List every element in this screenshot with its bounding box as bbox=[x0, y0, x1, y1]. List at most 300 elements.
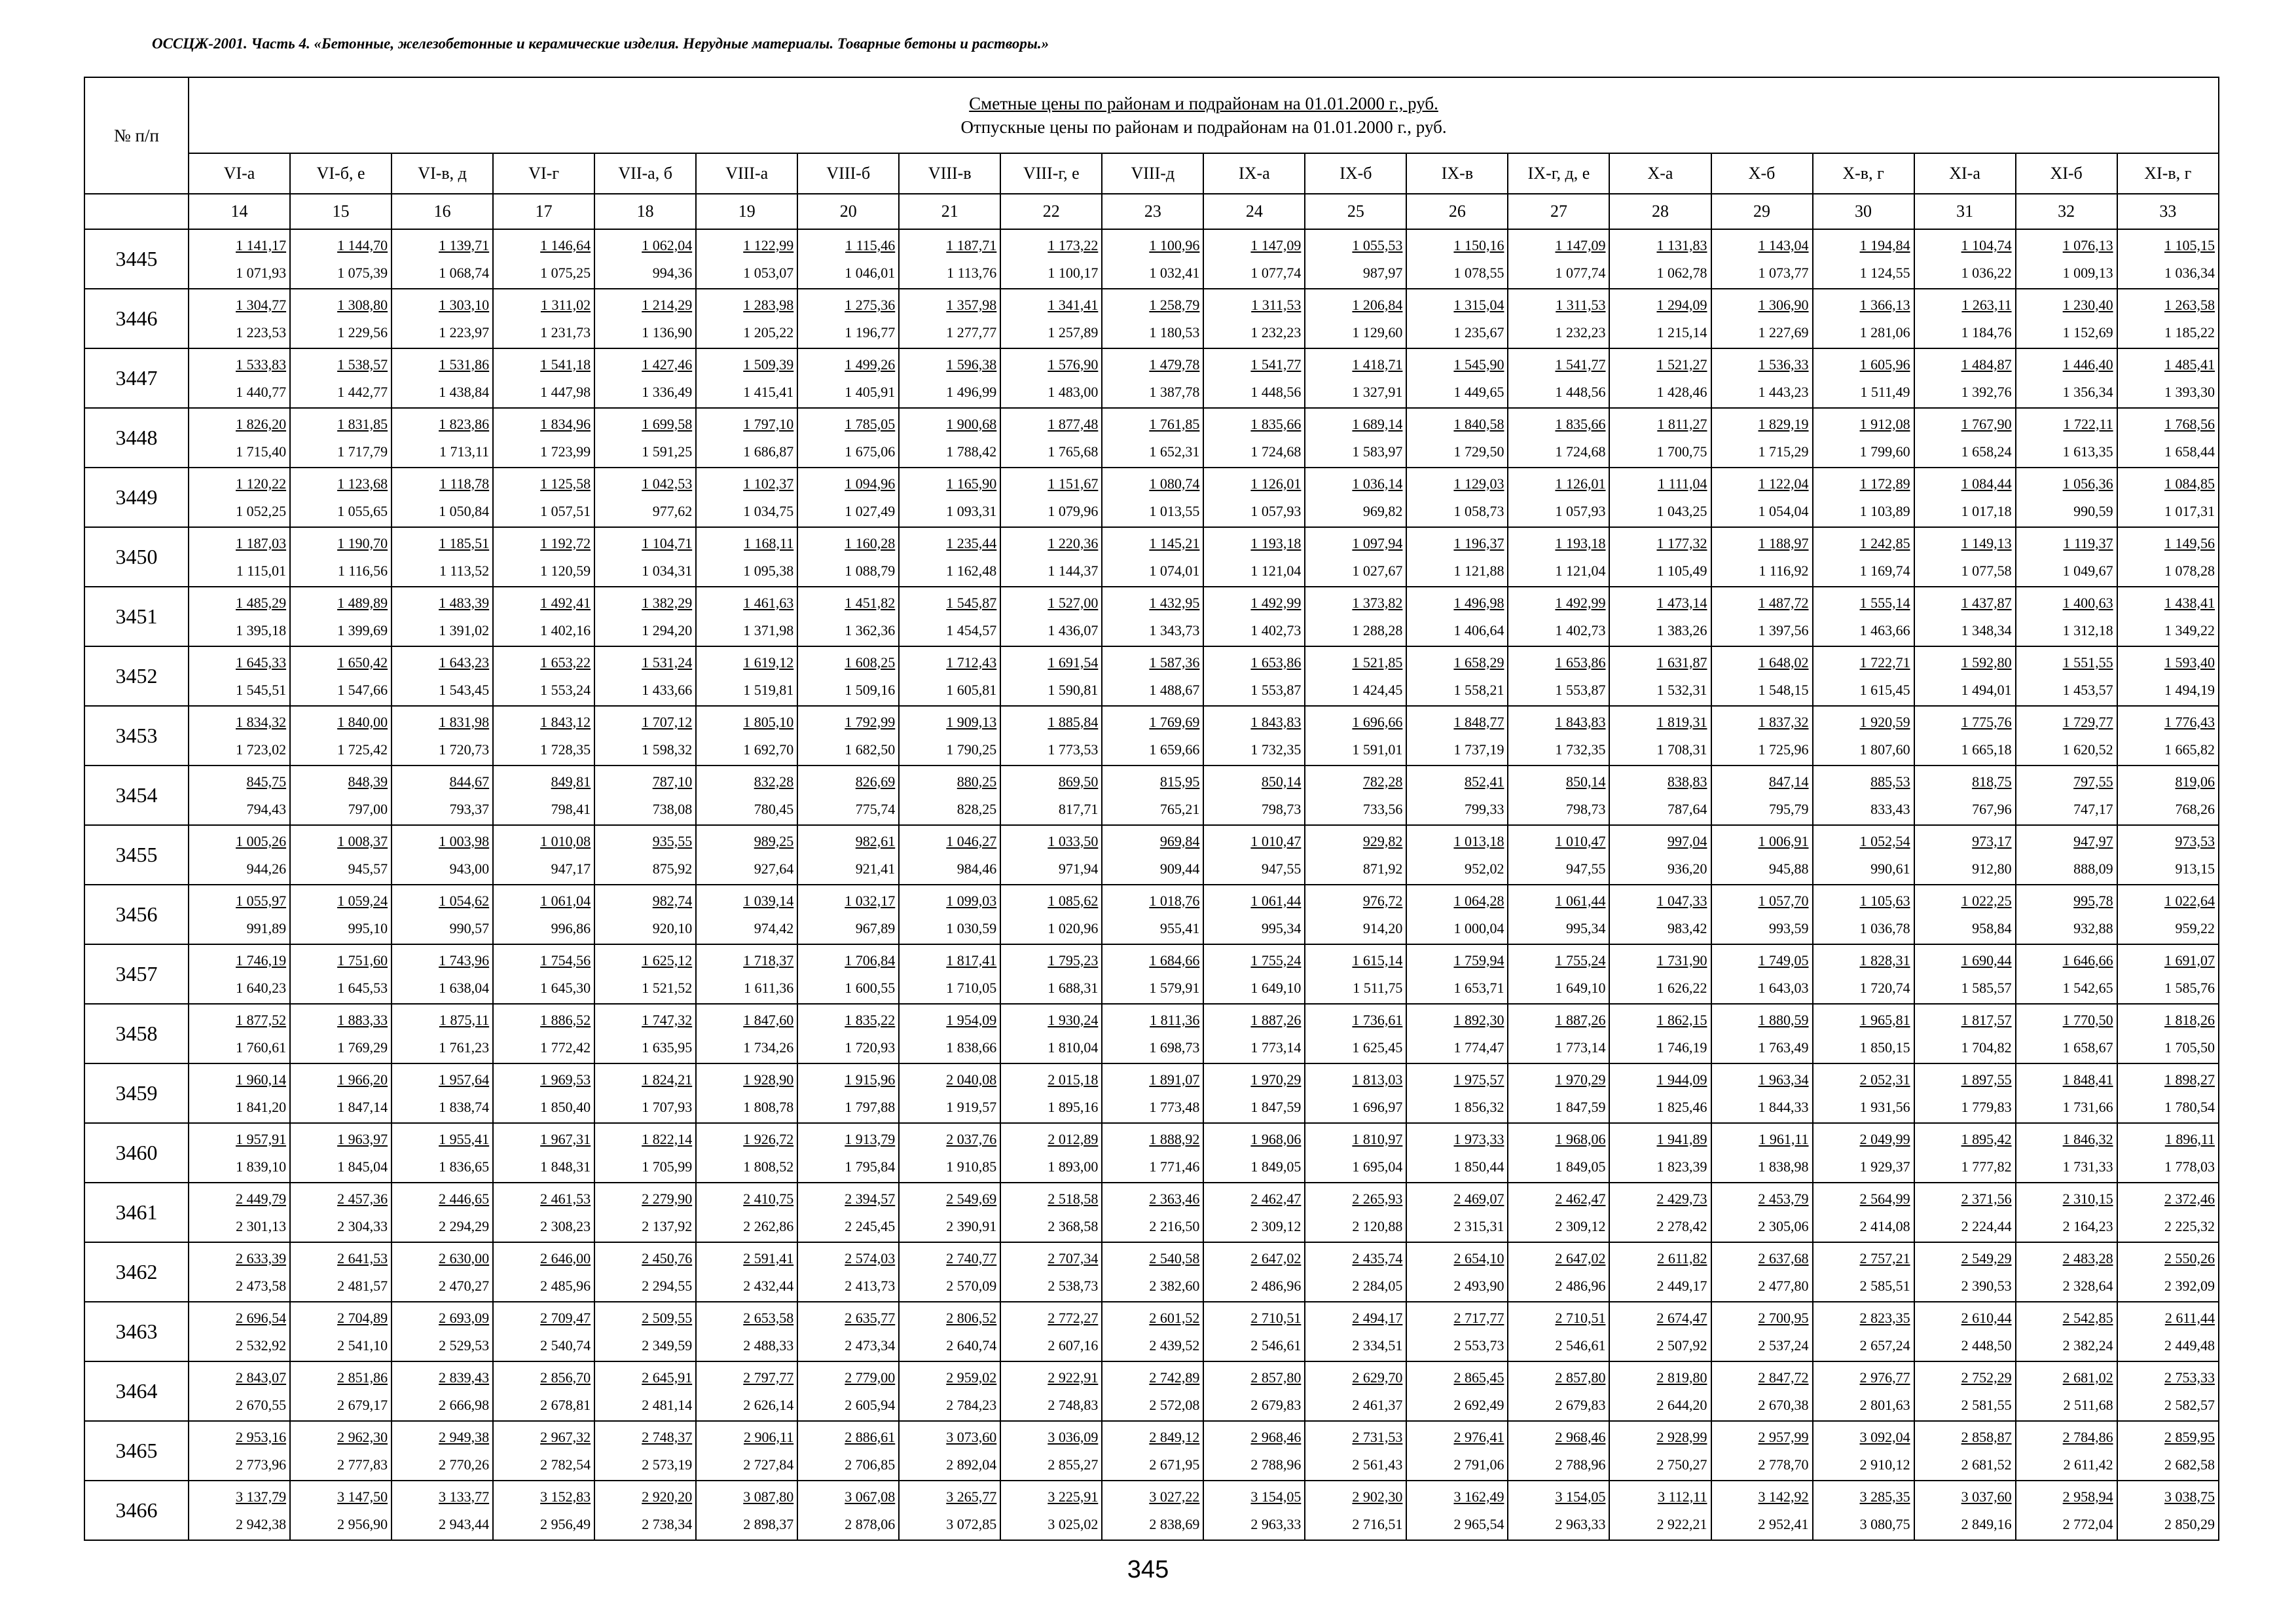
release-price: 1 605,81 bbox=[946, 681, 997, 698]
estimate-price: 1 587,36 bbox=[1149, 654, 1200, 671]
release-price: 833,43 bbox=[1870, 800, 1910, 817]
price-cell bbox=[1305, 587, 1406, 646]
release-price: 995,34 bbox=[1565, 919, 1606, 936]
release-price: 875,92 bbox=[652, 860, 693, 877]
release-price: 1 391,02 bbox=[439, 621, 490, 638]
estimate-price: 2 819,80 bbox=[1656, 1369, 1707, 1386]
price-cell bbox=[1305, 1242, 1406, 1302]
price-cell bbox=[2117, 468, 2219, 527]
price-cell bbox=[1609, 885, 1711, 944]
price-cell bbox=[1102, 706, 1203, 766]
estimate-price: 1 551,55 bbox=[2062, 654, 2113, 671]
release-price: 1 553,87 bbox=[1250, 681, 1302, 698]
price-cell bbox=[1102, 1302, 1203, 1361]
estimate-price: 1 400,63 bbox=[2062, 594, 2113, 611]
estimate-prices-title: Сметные цены по районам и подрайонам на 01.01.2000 г., руб. bbox=[969, 94, 1438, 113]
price-cell bbox=[1203, 1302, 1305, 1361]
estimate-price: 1 006,91 bbox=[1758, 832, 1809, 849]
price-cell bbox=[1406, 944, 1508, 1004]
estimate-price: 2 976,77 bbox=[1859, 1369, 1910, 1386]
price-cell bbox=[392, 766, 493, 825]
estimate-price: 976,72 bbox=[1362, 892, 1403, 909]
release-price: 1 919,57 bbox=[946, 1098, 997, 1115]
price-cell bbox=[1305, 1302, 1406, 1361]
release-price: 1 402,16 bbox=[540, 621, 591, 638]
release-price: 1 707,93 bbox=[642, 1098, 693, 1115]
estimate-price: 838,83 bbox=[1667, 773, 1707, 790]
price-cell bbox=[2016, 1123, 2117, 1183]
release-price: 1 620,52 bbox=[2062, 741, 2113, 758]
estimate-price: 1 111,04 bbox=[1658, 475, 1707, 492]
column-number: 23 bbox=[1102, 194, 1203, 229]
estimate-price: 2 784,86 bbox=[2062, 1428, 2113, 1445]
price-cell bbox=[1406, 1481, 1508, 1540]
release-price: 984,46 bbox=[957, 860, 997, 877]
release-price: 871,92 bbox=[1362, 860, 1403, 877]
estimate-price: 2 450,76 bbox=[642, 1249, 693, 1266]
release-price: 1 027,49 bbox=[845, 502, 896, 519]
price-cell bbox=[1914, 1421, 2016, 1481]
price-cell bbox=[290, 408, 392, 468]
price-cell bbox=[2117, 1063, 2219, 1123]
row-number: 3459 bbox=[84, 1063, 189, 1123]
region-header-row bbox=[84, 153, 2219, 194]
estimate-price: 1 955,41 bbox=[439, 1130, 490, 1147]
price-cell bbox=[2016, 1421, 2117, 1481]
estimate-price: 1 104,74 bbox=[1961, 236, 2012, 253]
estimate-price: 1 684,66 bbox=[1149, 951, 1200, 969]
price-cell bbox=[1203, 706, 1305, 766]
estimate-price: 885,53 bbox=[1870, 773, 1910, 790]
estimate-price: 1 843,83 bbox=[1555, 713, 1606, 730]
price-cell bbox=[2117, 944, 2219, 1004]
estimate-price: 1 527,00 bbox=[1048, 594, 1099, 611]
release-price: 1 116,56 bbox=[337, 562, 388, 579]
release-price: 1 257,89 bbox=[1048, 323, 1099, 341]
price-cell bbox=[493, 289, 594, 348]
estimate-price: 1 010,47 bbox=[1555, 832, 1606, 849]
release-price: 2 368,58 bbox=[1048, 1217, 1099, 1234]
release-price: 1 402,73 bbox=[1250, 621, 1302, 638]
release-price: 2 486,96 bbox=[1250, 1277, 1302, 1294]
region-header: X-б bbox=[1711, 153, 1813, 194]
estimate-price: 1 963,97 bbox=[337, 1130, 388, 1147]
price-cell bbox=[1203, 944, 1305, 1004]
release-price: 1 075,39 bbox=[337, 264, 388, 281]
estimate-price: 1 897,55 bbox=[1961, 1071, 2012, 1088]
estimate-price: 1 084,85 bbox=[2164, 475, 2215, 492]
price-cell bbox=[1711, 885, 1813, 944]
price-cell bbox=[594, 527, 696, 587]
price-cell bbox=[797, 1183, 899, 1242]
release-price: 1 077,74 bbox=[1250, 264, 1302, 281]
price-cell bbox=[189, 1421, 290, 1481]
release-price: 1 000,04 bbox=[1453, 919, 1504, 936]
release-price: 1 393,30 bbox=[2164, 383, 2215, 400]
release-price: 1 036,78 bbox=[1859, 919, 1910, 936]
estimate-price: 2 731,53 bbox=[1352, 1428, 1403, 1445]
price-cell bbox=[1508, 944, 1609, 1004]
price-cell bbox=[1711, 646, 1813, 706]
estimate-price: 1 076,13 bbox=[2062, 236, 2113, 253]
release-price: 1 205,22 bbox=[743, 323, 794, 341]
price-cell bbox=[493, 348, 594, 408]
price-cell bbox=[189, 1183, 290, 1242]
price-cell bbox=[1203, 766, 1305, 825]
estimate-price: 1 615,14 bbox=[1352, 951, 1403, 969]
price-cell bbox=[392, 408, 493, 468]
price-cell bbox=[1102, 1123, 1203, 1183]
release-price: 1 765,68 bbox=[1048, 443, 1099, 460]
estimate-price: 982,74 bbox=[652, 892, 693, 909]
price-cell bbox=[899, 825, 1000, 885]
estimate-price: 2 647,02 bbox=[1555, 1249, 1606, 1266]
price-cell bbox=[899, 885, 1000, 944]
release-price: 1 428,46 bbox=[1656, 383, 1707, 400]
price-cell bbox=[696, 1123, 797, 1183]
estimate-price: 3 152,83 bbox=[540, 1488, 591, 1505]
estimate-price: 2 279,90 bbox=[642, 1190, 693, 1207]
release-price: 1 763,49 bbox=[1758, 1039, 1809, 1056]
price-cell bbox=[696, 1302, 797, 1361]
estimate-price: 2 902,30 bbox=[1352, 1488, 1403, 1505]
estimate-price: 3 142,92 bbox=[1758, 1488, 1809, 1505]
release-price: 1 387,78 bbox=[1149, 383, 1200, 400]
estimate-price: 1 941,89 bbox=[1656, 1130, 1707, 1147]
price-cell bbox=[1203, 1481, 1305, 1540]
price-cell bbox=[392, 1361, 493, 1421]
estimate-price: 844,67 bbox=[449, 773, 490, 790]
price-cell bbox=[1609, 587, 1711, 646]
price-cell bbox=[1406, 468, 1508, 527]
price-cell bbox=[1813, 1302, 1914, 1361]
price-cell bbox=[1508, 1242, 1609, 1302]
release-price: 1 058,73 bbox=[1453, 502, 1504, 519]
price-cell bbox=[290, 1302, 392, 1361]
price-cell bbox=[189, 944, 290, 1004]
release-price: 1 547,66 bbox=[337, 681, 388, 698]
release-price: 1 327,91 bbox=[1352, 383, 1403, 400]
estimate-price: 1 900,68 bbox=[946, 415, 997, 432]
price-cell bbox=[1914, 587, 2016, 646]
estimate-price: 1 968,06 bbox=[1250, 1130, 1302, 1147]
estimate-price: 2 958,94 bbox=[2062, 1488, 2113, 1505]
price-cell bbox=[1914, 348, 2016, 408]
price-cell bbox=[899, 766, 1000, 825]
price-cell bbox=[594, 348, 696, 408]
price-cell bbox=[1914, 408, 2016, 468]
release-price: 2 670,55 bbox=[236, 1396, 287, 1413]
price-cell bbox=[1102, 1063, 1203, 1123]
price-cell bbox=[1609, 468, 1711, 527]
price-cell bbox=[290, 527, 392, 587]
release-price: 1 836,65 bbox=[439, 1158, 490, 1175]
release-price: 2 473,58 bbox=[236, 1277, 287, 1294]
estimate-price: 1 785,05 bbox=[845, 415, 896, 432]
price-cell bbox=[1609, 1183, 1711, 1242]
column-number: 26 bbox=[1406, 194, 1508, 229]
price-cell bbox=[2117, 229, 2219, 289]
column-number: 21 bbox=[899, 194, 1000, 229]
price-cell bbox=[797, 348, 899, 408]
release-price: 2 328,64 bbox=[2062, 1277, 2113, 1294]
release-price: 1 103,89 bbox=[1859, 502, 1910, 519]
price-cell bbox=[1813, 885, 1914, 944]
release-price: 1 779,83 bbox=[1961, 1098, 2012, 1115]
release-price: 798,73 bbox=[1261, 800, 1302, 817]
price-cell bbox=[1000, 1242, 1102, 1302]
price-cell bbox=[1508, 587, 1609, 646]
estimate-price: 1 593,40 bbox=[2164, 654, 2215, 671]
price-cell bbox=[899, 1421, 1000, 1481]
price-cell bbox=[1813, 1123, 1914, 1183]
price-cell bbox=[1406, 825, 1508, 885]
estimate-price: 1 828,31 bbox=[1859, 951, 1910, 969]
price-cell bbox=[696, 468, 797, 527]
price-cell bbox=[189, 646, 290, 706]
estimate-price: 1 046,27 bbox=[946, 832, 997, 849]
estimate-price: 1 811,36 bbox=[1150, 1011, 1200, 1028]
price-cell bbox=[1406, 348, 1508, 408]
release-price: 1 336,49 bbox=[642, 383, 693, 400]
release-price: 2 682,58 bbox=[2164, 1456, 2215, 1473]
price-cell bbox=[1508, 229, 1609, 289]
row-number: 3451 bbox=[84, 587, 189, 646]
price-cell bbox=[1406, 527, 1508, 587]
release-price: 1 590,81 bbox=[1048, 681, 1099, 698]
estimate-price: 2 550,26 bbox=[2164, 1249, 2215, 1266]
estimate-price: 2 641,53 bbox=[337, 1249, 388, 1266]
release-price: 943,00 bbox=[449, 860, 490, 877]
release-price: 2 671,95 bbox=[1149, 1456, 1200, 1473]
release-price: 2 541,10 bbox=[337, 1337, 388, 1354]
price-cell bbox=[696, 944, 797, 1004]
estimate-price: 1 099,03 bbox=[946, 892, 997, 909]
price-cell bbox=[797, 1361, 899, 1421]
price-cell bbox=[290, 944, 392, 1004]
price-cell bbox=[2016, 766, 2117, 825]
release-price: 1 585,76 bbox=[2164, 979, 2215, 996]
release-price: 1 223,97 bbox=[439, 323, 490, 341]
release-price: 1 162,48 bbox=[946, 562, 997, 579]
estimate-price: 1 625,12 bbox=[642, 951, 693, 969]
estimate-price: 1 653,86 bbox=[1250, 654, 1302, 671]
price-cell bbox=[1609, 348, 1711, 408]
estimate-price: 1 492,99 bbox=[1555, 594, 1606, 611]
estimate-price: 1 829,19 bbox=[1758, 415, 1809, 432]
price-cell bbox=[2016, 1361, 2117, 1421]
estimate-price: 2 453,79 bbox=[1758, 1190, 1809, 1207]
price-cell bbox=[1813, 646, 1914, 706]
price-cell bbox=[1609, 1004, 1711, 1063]
release-price: 1 077,74 bbox=[1555, 264, 1606, 281]
estimate-price: 1 957,91 bbox=[236, 1130, 287, 1147]
row-number: 3464 bbox=[84, 1361, 189, 1421]
release-price: 1 731,66 bbox=[2062, 1098, 2113, 1115]
price-cell bbox=[1508, 1004, 1609, 1063]
price-cell bbox=[1102, 1004, 1203, 1063]
release-price: 1 034,31 bbox=[642, 562, 693, 579]
release-price: 1 288,28 bbox=[1352, 621, 1403, 638]
estimate-price: 2 449,79 bbox=[236, 1190, 287, 1207]
price-cell bbox=[797, 289, 899, 348]
price-cell bbox=[1203, 527, 1305, 587]
price-cell bbox=[1203, 825, 1305, 885]
price-cell bbox=[189, 1481, 290, 1540]
estimate-price: 2 371,56 bbox=[1961, 1190, 2012, 1207]
row-number: 3465 bbox=[84, 1421, 189, 1481]
price-cell bbox=[1102, 408, 1203, 468]
price-cell bbox=[1305, 766, 1406, 825]
estimate-price: 1 960,14 bbox=[236, 1071, 287, 1088]
price-cell bbox=[2016, 706, 2117, 766]
price-cell bbox=[2016, 587, 2117, 646]
estimate-price: 1 160,28 bbox=[845, 534, 896, 551]
release-price: 2 855,27 bbox=[1048, 1456, 1099, 1473]
price-cell bbox=[1609, 1063, 1711, 1123]
release-price: 2 225,32 bbox=[2164, 1217, 2215, 1234]
release-price: 1 847,59 bbox=[1250, 1098, 1302, 1115]
region-header: IX-а bbox=[1203, 153, 1305, 194]
price-cell bbox=[899, 646, 1000, 706]
estimate-price: 1 536,33 bbox=[1758, 356, 1809, 373]
estimate-price: 1 831,98 bbox=[439, 713, 490, 730]
price-cell bbox=[1508, 1302, 1609, 1361]
price-cell bbox=[1305, 468, 1406, 527]
release-price: 1 847,14 bbox=[337, 1098, 388, 1115]
estimate-price: 3 154,05 bbox=[1250, 1488, 1302, 1505]
price-cell bbox=[1914, 646, 2016, 706]
price-cell bbox=[1102, 348, 1203, 408]
release-price: 1 093,31 bbox=[946, 502, 997, 519]
price-cell bbox=[290, 1361, 392, 1421]
estimate-price: 1 967,31 bbox=[540, 1130, 591, 1147]
price-cell bbox=[899, 587, 1000, 646]
price-cell bbox=[899, 1242, 1000, 1302]
release-price: 927,64 bbox=[754, 860, 794, 877]
row-number: 3460 bbox=[84, 1123, 189, 1183]
estimate-price: 1 912,08 bbox=[1859, 415, 1910, 432]
price-cell bbox=[1406, 408, 1508, 468]
estimate-price: 1 473,14 bbox=[1656, 594, 1707, 611]
release-price: 1 649,10 bbox=[1250, 979, 1302, 996]
release-price: 2 245,45 bbox=[845, 1217, 896, 1234]
release-price: 1 591,01 bbox=[1352, 741, 1403, 758]
release-price: 1 105,49 bbox=[1656, 562, 1707, 579]
price-cell bbox=[1609, 944, 1711, 1004]
price-cell bbox=[1609, 1361, 1711, 1421]
release-price: 2 488,33 bbox=[743, 1337, 794, 1354]
estimate-price: 1 646,66 bbox=[2062, 951, 2113, 969]
column-number: 33 bbox=[2117, 194, 2219, 229]
release-price: 1 615,45 bbox=[1859, 681, 1910, 698]
price-cell bbox=[1102, 527, 1203, 587]
price-cell bbox=[797, 468, 899, 527]
estimate-price: 1 143,04 bbox=[1758, 236, 1809, 253]
release-price: 1 658,24 bbox=[1961, 443, 2012, 460]
release-price: 1 773,14 bbox=[1555, 1039, 1606, 1056]
release-price: 2 956,90 bbox=[337, 1515, 388, 1532]
price-cell bbox=[1203, 1361, 1305, 1421]
release-price: 977,62 bbox=[652, 502, 693, 519]
estimate-price: 1 837,32 bbox=[1758, 713, 1809, 730]
release-price: 2 315,31 bbox=[1453, 1217, 1504, 1234]
price-cell bbox=[1609, 229, 1711, 289]
release-price: 920,10 bbox=[652, 919, 693, 936]
estimate-price: 1 768,56 bbox=[2164, 415, 2215, 432]
price-cell bbox=[1609, 646, 1711, 706]
price-cell bbox=[1508, 348, 1609, 408]
estimate-price: 947,97 bbox=[2073, 832, 2113, 849]
price-cell bbox=[594, 825, 696, 885]
price-cell bbox=[1406, 766, 1508, 825]
price-cell bbox=[2117, 1361, 2219, 1421]
estimate-price: 1 896,11 bbox=[2164, 1130, 2215, 1147]
estimate-price: 1 824,21 bbox=[642, 1071, 693, 1088]
estimate-price: 1 485,41 bbox=[2164, 356, 2215, 373]
estimate-price: 1 650,42 bbox=[337, 654, 388, 671]
release-price: 1 442,77 bbox=[337, 383, 388, 400]
estimate-price: 997,04 bbox=[1667, 832, 1707, 849]
release-price: 945,88 bbox=[1769, 860, 1809, 877]
estimate-price: 1 120,22 bbox=[236, 475, 287, 492]
estimate-price: 818,75 bbox=[1972, 773, 2012, 790]
estimate-price: 1 970,29 bbox=[1250, 1071, 1302, 1088]
release-price: 1 057,93 bbox=[1555, 502, 1606, 519]
release-price: 1 509,16 bbox=[845, 681, 896, 698]
estimate-price: 1 033,50 bbox=[1048, 832, 1099, 849]
release-price: 2 666,98 bbox=[439, 1396, 490, 1413]
release-price: 969,82 bbox=[1362, 502, 1403, 519]
estimate-price: 1 311,53 bbox=[1251, 296, 1302, 313]
release-price: 2 553,73 bbox=[1453, 1337, 1504, 1354]
estimate-price: 1 840,00 bbox=[337, 713, 388, 730]
release-price: 1 075,25 bbox=[540, 264, 591, 281]
estimate-price: 2 372,46 bbox=[2164, 1190, 2215, 1207]
estimate-price: 2 654,10 bbox=[1453, 1249, 1504, 1266]
release-price: 983,42 bbox=[1667, 919, 1707, 936]
estimate-price: 1 105,15 bbox=[2164, 236, 2215, 253]
estimate-price: 2 646,00 bbox=[540, 1249, 591, 1266]
release-price: 1 688,31 bbox=[1048, 979, 1099, 996]
estimate-price: 1 957,64 bbox=[439, 1071, 490, 1088]
release-price: 2 644,20 bbox=[1656, 1396, 1707, 1413]
price-cell bbox=[2117, 1183, 2219, 1242]
estimate-price: 1 341,41 bbox=[1048, 296, 1099, 313]
release-price: 1 778,03 bbox=[2164, 1158, 2215, 1175]
estimate-price: 1 930,24 bbox=[1048, 1011, 1099, 1028]
release-price: 1 034,75 bbox=[743, 502, 794, 519]
release-price: 990,61 bbox=[1870, 860, 1910, 877]
estimate-price: 2 967,32 bbox=[540, 1428, 591, 1445]
release-price: 2 305,06 bbox=[1758, 1217, 1809, 1234]
estimate-price: 2 629,70 bbox=[1352, 1369, 1403, 1386]
price-cell bbox=[594, 1123, 696, 1183]
release-price: 1 774,47 bbox=[1453, 1039, 1504, 1056]
estimate-price: 2 717,77 bbox=[1453, 1309, 1504, 1326]
release-price: 1 838,66 bbox=[946, 1039, 997, 1056]
estimate-price: 1 509,39 bbox=[743, 356, 794, 373]
price-cell bbox=[1711, 1004, 1813, 1063]
price-cell bbox=[1305, 1004, 1406, 1063]
estimate-price: 1 645,33 bbox=[236, 654, 287, 671]
estimate-price: 1 192,72 bbox=[540, 534, 591, 551]
price-cell bbox=[1813, 587, 1914, 646]
estimate-price: 1 792,99 bbox=[845, 713, 896, 730]
release-price: 1 395,18 bbox=[236, 621, 287, 638]
column-number: 20 bbox=[797, 194, 899, 229]
price-cell bbox=[290, 229, 392, 289]
